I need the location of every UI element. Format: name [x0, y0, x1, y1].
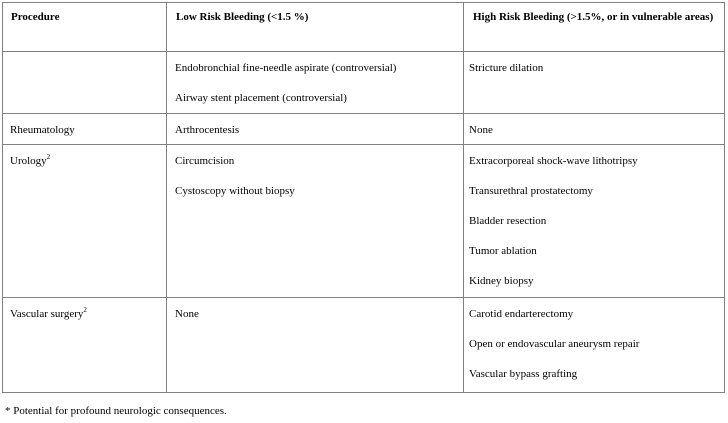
list-item: Stricture dilation [469, 62, 544, 74]
list-item: Vascular bypass grafting [469, 368, 578, 380]
list-item: None [469, 124, 493, 136]
procedure-cell: Rheumatology [3, 114, 167, 145]
header-row [3, 3, 725, 52]
list-item: Transurethral prostatectomy [469, 185, 593, 197]
high-risk-cell [464, 52, 725, 114]
list-item: Bladder resection [469, 215, 547, 227]
list-item: None [175, 308, 199, 320]
list-item: Arthrocentesis [175, 124, 240, 136]
bleeding-risk-table [2, 2, 725, 393]
list-item: Airway stent placement (controversial) [175, 92, 347, 104]
list-item: Carotid endarterectomy [469, 308, 574, 320]
table-row [3, 114, 725, 145]
table-row [3, 52, 725, 114]
list-item: Extracorporeal shock-wave lithotripsy [469, 155, 638, 167]
list-item: Circumcision [175, 155, 235, 167]
high-risk-cell [464, 145, 725, 298]
list-item: Tumor ablation [469, 245, 537, 257]
footnote: * Potential for profound neurologic consequences. [5, 405, 227, 417]
list-item: Endobronchial fine-needle aspirate (controversial) [175, 62, 397, 74]
header-low-risk: Low Risk Bleeding (<1.5 %) [167, 3, 464, 52]
header-high-risk: High Risk Bleeding (>1.5%, or in vulnerable areas) [464, 3, 725, 52]
high-risk-cell [464, 298, 725, 393]
low-risk-cell [167, 298, 464, 393]
low-risk-cell [167, 114, 464, 145]
table-row [3, 145, 725, 298]
procedure-cell [3, 52, 167, 114]
table-row [3, 298, 725, 393]
low-risk-cell [167, 145, 464, 298]
procedure-cell: Urology$^2$ [3, 145, 167, 298]
high-risk-cell [464, 114, 725, 145]
list-item: Open or endovascular aneurysm repair [469, 338, 640, 350]
header-procedure: Procedure [3, 3, 167, 52]
procedure-cell: Vascular surgery$^2$ [3, 298, 167, 393]
low-risk-cell [167, 52, 464, 114]
list-item: Cystoscopy without biopsy [175, 185, 295, 197]
list-item: Kidney biopsy [469, 275, 534, 287]
